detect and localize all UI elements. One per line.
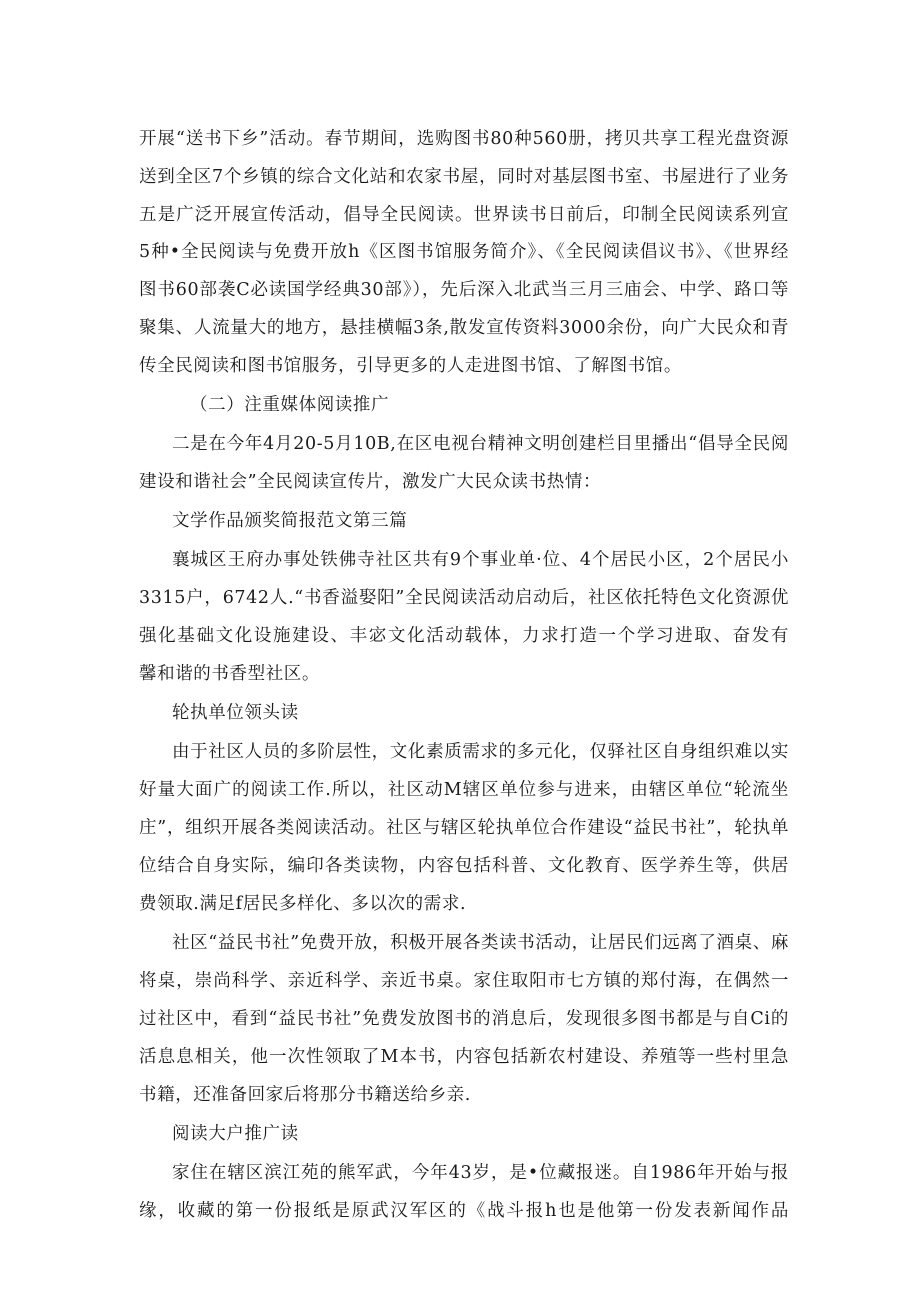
text-line: 社区“益民书社”免费开放，积极开展各类读书活动，让居民们远离了酒桌、麻 xyxy=(172,933,789,953)
section-heading: 阅读大户推广读 xyxy=(172,1124,299,1144)
text-line: 强化基础文化设施建设、丰宓文化活动载体，力求打造一个学习进取、奋发有 xyxy=(139,626,789,646)
text-line: 将桌，崇尚科学、亲近科学、亲近书桌。家住取阳市七方镇的郑付海，在偶然一 xyxy=(139,971,789,991)
text-line: 开展“送书下乡”活动。春节期间，选购图书80种560册，拷贝共享工程光盘资源 xyxy=(139,129,789,149)
text-line: 馨和谐的书香型社区。 xyxy=(139,664,320,684)
text-line: 5种•全民阅读与免费开放h《区图书馆服务简介》、《全民阅读倡议书》、《世界经 xyxy=(139,242,789,262)
text-line: 位结合自身实际，编印各类读物，内容包括科普、文化教育、医学养生等，供居 xyxy=(139,856,789,876)
text-line: 缘，收藏的第一份报纸是原武汉军区的《战斗报h也是他第一份发表新闻作品 xyxy=(139,1201,789,1221)
text-line: 过社区中，看到“益民书社”免费发放图书的消息后，发现很多图书都是与自Ci的 xyxy=(139,1009,789,1029)
text-line: 送到全区7个乡镇的综合文化站和农家书屋，同时对基层图书室、书屋进行了业务 xyxy=(139,167,789,187)
text-line: 家住在辖区滨江苑的熊军武，今年43岁，是•位藏报迷。自1986年开始与报 xyxy=(172,1163,789,1183)
text-line: 好量大面广的阅读工作.所以，社区动M辖区单位参与进来，由辖区单位“轮流坐 xyxy=(139,780,789,800)
section-heading: 轮执单位领头读 xyxy=(172,703,299,723)
text-line: 五是广泛开展宣传活动，倡导全民阅读。世界读书日前后，印制全民阅读系列宣 xyxy=(139,205,789,225)
text-line: 由于社区人员的多阶层性，文化素质需求的多元化，仅驿社区自身组织难以实 xyxy=(172,742,789,762)
text-line: 建设和谐社会”全民阅读宣传片，激发广大民众读书热情： xyxy=(139,472,602,492)
section-heading: 文学作品颁奖简报范文第三篇 xyxy=(172,511,408,531)
text-line: 3315户，6742人.“书香溢娶阳”全民阅读活动启动后，社区依托特色文化资源优 xyxy=(139,588,789,608)
text-line: 传全民阅读和图书馆服务，引导更多的人走进图书馆、了解图书馆。 xyxy=(139,356,682,376)
text-line: 二是在今年4月20-5月10B,在区电视台精神文明创建栏目里播出“倡导全民阅 xyxy=(172,434,789,454)
text-line: 图书60部袭C必读国学经典30部》），先后深入北武当三月三庙会、中学、路口等 xyxy=(139,280,789,300)
section-heading: （二）注重媒体阅读推广 xyxy=(190,395,390,415)
text-line: 书籍，还准备回家后将那分书籍送给乡亲. xyxy=(139,1085,471,1105)
text-line: 庄”，组织开展各类阅读活动。社区与辖区轮执单位合作建设“益民书社”，轮执单 xyxy=(139,818,789,838)
text-line: 聚集、人流量大的地方，悬挂横幅3条,散发宣传资料3000余份，向广大民众和青 xyxy=(139,318,789,338)
text-line: 费领取.满足f居民多样化、多以次的需求. xyxy=(139,894,467,914)
text-line: 襄城区王府办事处铁佛寺社区共有9个事业单·位、4个居民小区，2个居民小 xyxy=(172,550,789,570)
text-line: 活息息相关，他一次性领取了M本书，内容包括新农村建设、养殖等一些村里急 xyxy=(139,1047,789,1067)
